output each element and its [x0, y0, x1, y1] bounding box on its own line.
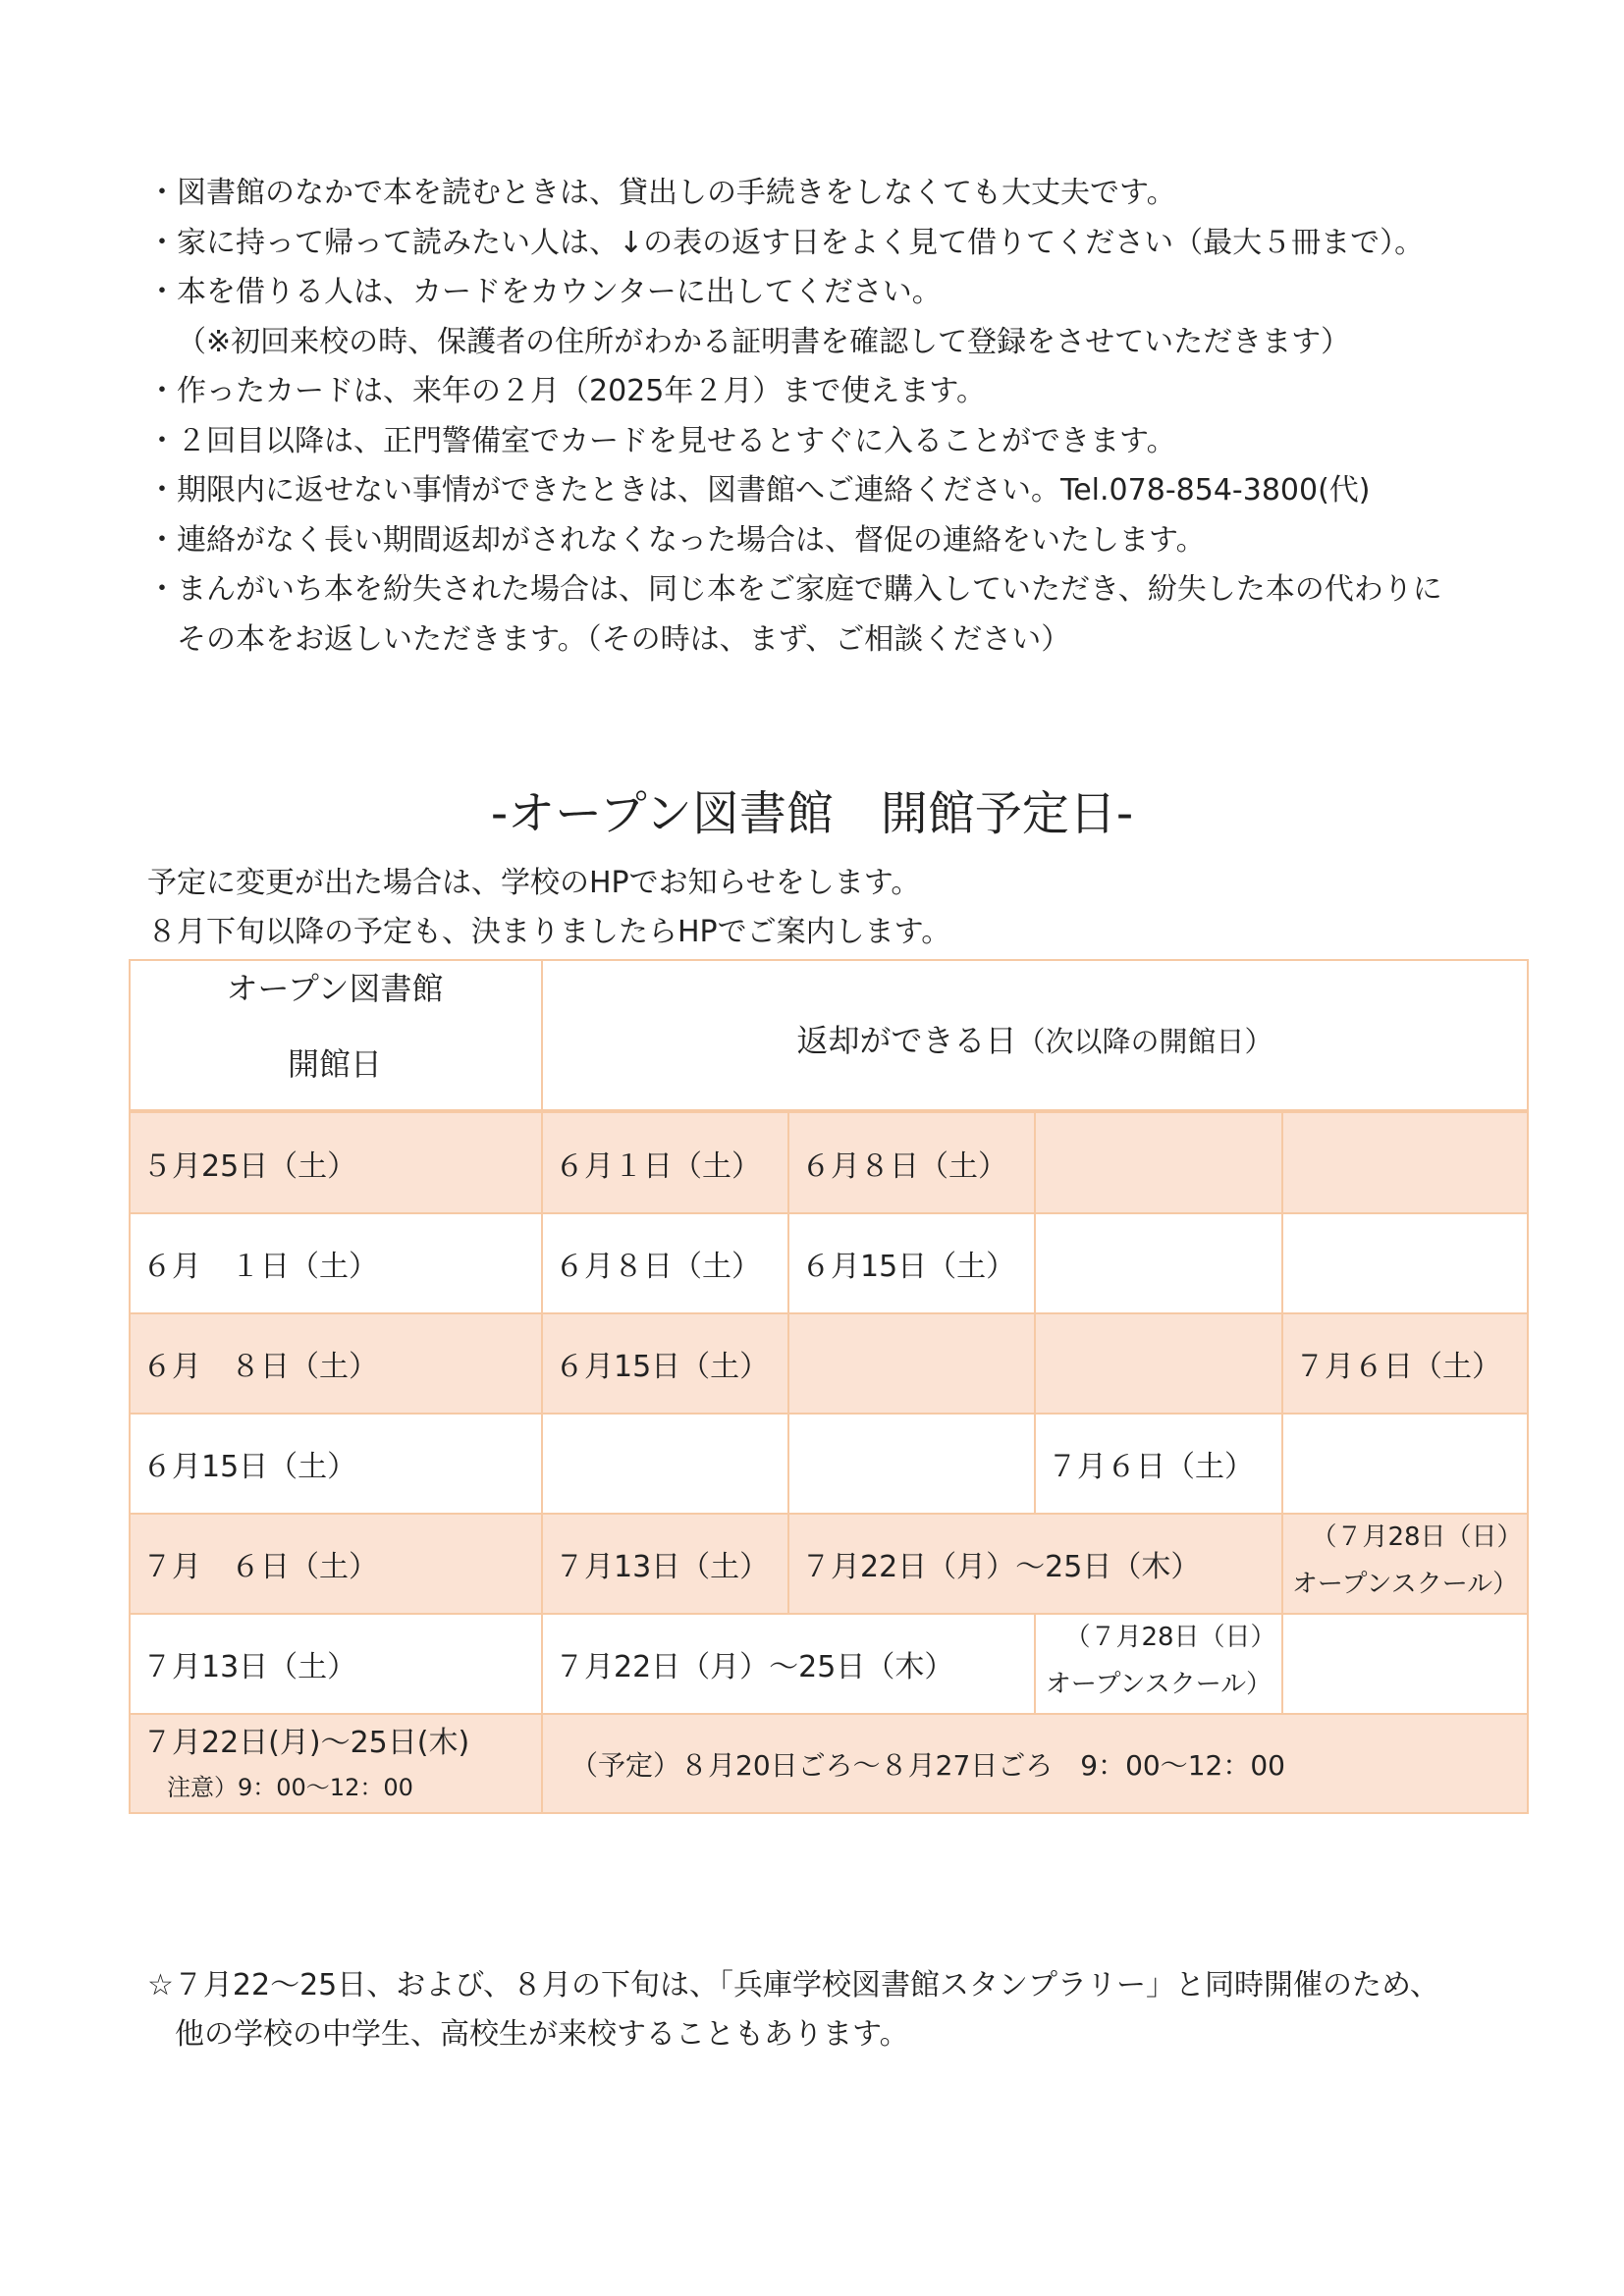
bullet: ・ — [147, 473, 177, 507]
open-date-cell: ７月 ６日（土） — [142, 1549, 378, 1584]
rule-text: 本を借りる人は、カードをカウンターに出してください。 — [177, 275, 942, 309]
grid-line — [129, 959, 1529, 961]
bullet: ・ — [147, 275, 177, 309]
rule-item — [147, 615, 1542, 666]
bullet: ・ — [147, 374, 177, 408]
return-date-cell: ７月13日（土） — [555, 1549, 770, 1584]
bullet: ・ — [147, 572, 177, 607]
rule-text: まんがいち本を紛失された場合は、同じ本をご家庭で購入していただき、紛失した本の代わりに — [177, 572, 1442, 607]
return-date-cell: ６月８日（土） — [555, 1249, 761, 1284]
open-school-line2: オープンスクール） — [1045, 1670, 1272, 1699]
header-return-day — [543, 1016, 1527, 1061]
section-title: -オープン図書館 開館予定日- — [490, 786, 1134, 841]
bullet: ・ — [147, 225, 177, 260]
intro-text — [147, 859, 950, 957]
open-school-note — [1283, 1514, 1527, 1613]
intro-line: 予定に変更が出た場合は、学校のHPでお知らせをします。 — [147, 866, 921, 900]
open-date-cell: ６月 ８日（土） — [142, 1349, 378, 1384]
return-date-cell: （予定）８月20日ごろ～８月27日ごろ 9：00～12：00 — [570, 1748, 1285, 1782]
rule-text: ２回目以降は、正門警備室でカードを見せるとすぐに入ることができます。 — [177, 423, 1176, 458]
rule-text: （※初回来校の時、保護者の住所がわかる証明書を確認して登録をさせていただきます） — [177, 324, 1351, 359]
grid-line — [787, 1113, 789, 1514]
rule-text: 連絡がなく長い期間返却がされなくなった場合は、督促の連絡をいたします。 — [177, 522, 1206, 558]
open-date-cell: ７月13日（土） — [142, 1649, 357, 1684]
rule-item — [147, 169, 1542, 219]
bullet — [147, 318, 177, 368]
grid-line — [1281, 1113, 1283, 1714]
return-date-cell: ７月６日（土） — [1048, 1449, 1254, 1484]
return-date-cell: ７月６日（土） — [1295, 1349, 1501, 1384]
open-time-note: 注意）9：00～12：00 — [167, 1774, 413, 1801]
open-school-line1: （７月28日（日） — [1064, 1623, 1276, 1652]
open-school-line2: オープンスクール） — [1291, 1570, 1519, 1599]
bullet: ・ — [147, 176, 177, 210]
open-date-line1: ７月22日(月)～25日(木) — [142, 1726, 470, 1760]
return-date-cell: ７月22日（月）～25日（木） — [801, 1549, 1201, 1584]
bullet: ・ — [147, 423, 177, 458]
grid-line — [1034, 1113, 1036, 1514]
rule-item — [147, 268, 1542, 318]
return-date-cell: ７月22日（月）～25日（木） — [555, 1649, 954, 1684]
header-open-line2: 開館日 — [287, 1045, 382, 1083]
open-school-line1: （７月28日（日） — [1311, 1522, 1523, 1552]
header-return-main: 返却ができる日 — [796, 1022, 1017, 1059]
schedule-table — [129, 959, 1529, 1814]
grid-line — [787, 1513, 789, 1613]
rule-item — [147, 516, 1542, 566]
rules-list — [147, 169, 1542, 665]
header-open-line1: オープン図書館 — [226, 970, 444, 1007]
rule-item — [147, 219, 1542, 269]
return-date-cell: ６月１日（土） — [555, 1148, 761, 1184]
bullet: ・ — [147, 522, 177, 558]
open-date-cell: ５月25日（土） — [142, 1148, 357, 1184]
open-date-cell: ６月15日（土） — [142, 1449, 357, 1484]
rule-item — [147, 466, 1542, 516]
return-date-cell: ６月15日（土） — [801, 1249, 1016, 1284]
footer-line: ☆７月22～25日、および、８月の下旬は、「兵庫学校図書館スタンプラリー」と同時開催のため、 — [147, 1968, 1439, 2002]
rule-text: 家に持って帰って読みたい人は、↓の表の返す日をよく見て借りてください（最大５冊まで）。 — [177, 225, 1425, 260]
grid-line — [1527, 959, 1529, 1814]
rule-text: 図書館のなかで本を読むときは、貸出しの手続きをしなくても大丈夫です。 — [177, 176, 1176, 210]
grid-line — [541, 959, 543, 1814]
open-school-note — [1036, 1614, 1281, 1713]
rule-text: 期限内に返せない事情ができたときは、図書館へご連絡ください。Tel.078-854-3800(代) — [177, 473, 1371, 507]
open-date-cell — [142, 1714, 539, 1813]
intro-line: ８月下旬以降の予定も、決まりましたらHPでご案内します。 — [147, 915, 951, 949]
rule-text: その本をお返しいただきます。（その時は、まず、ご相談ください） — [177, 621, 1071, 657]
rule-item — [147, 318, 1542, 368]
footer-line: 他の学校の中学生、高校生が来校することもあります。 — [175, 2017, 909, 2052]
return-date-cell: ６月15日（土） — [555, 1349, 770, 1384]
rule-item — [147, 565, 1542, 615]
bullet — [147, 615, 177, 666]
rule-item — [147, 367, 1542, 417]
rule-item — [147, 417, 1542, 467]
header-return-sub: （次以降の開館日） — [1016, 1025, 1273, 1058]
open-date-cell: ６月 １日（土） — [142, 1249, 378, 1284]
return-date-cell: ６月８日（土） — [801, 1148, 1007, 1184]
footer-note — [147, 1961, 1439, 2059]
rule-text: 作ったカードは、来年の２月（2025年２月）まで使えます。 — [177, 374, 986, 408]
grid-line — [129, 959, 131, 1814]
